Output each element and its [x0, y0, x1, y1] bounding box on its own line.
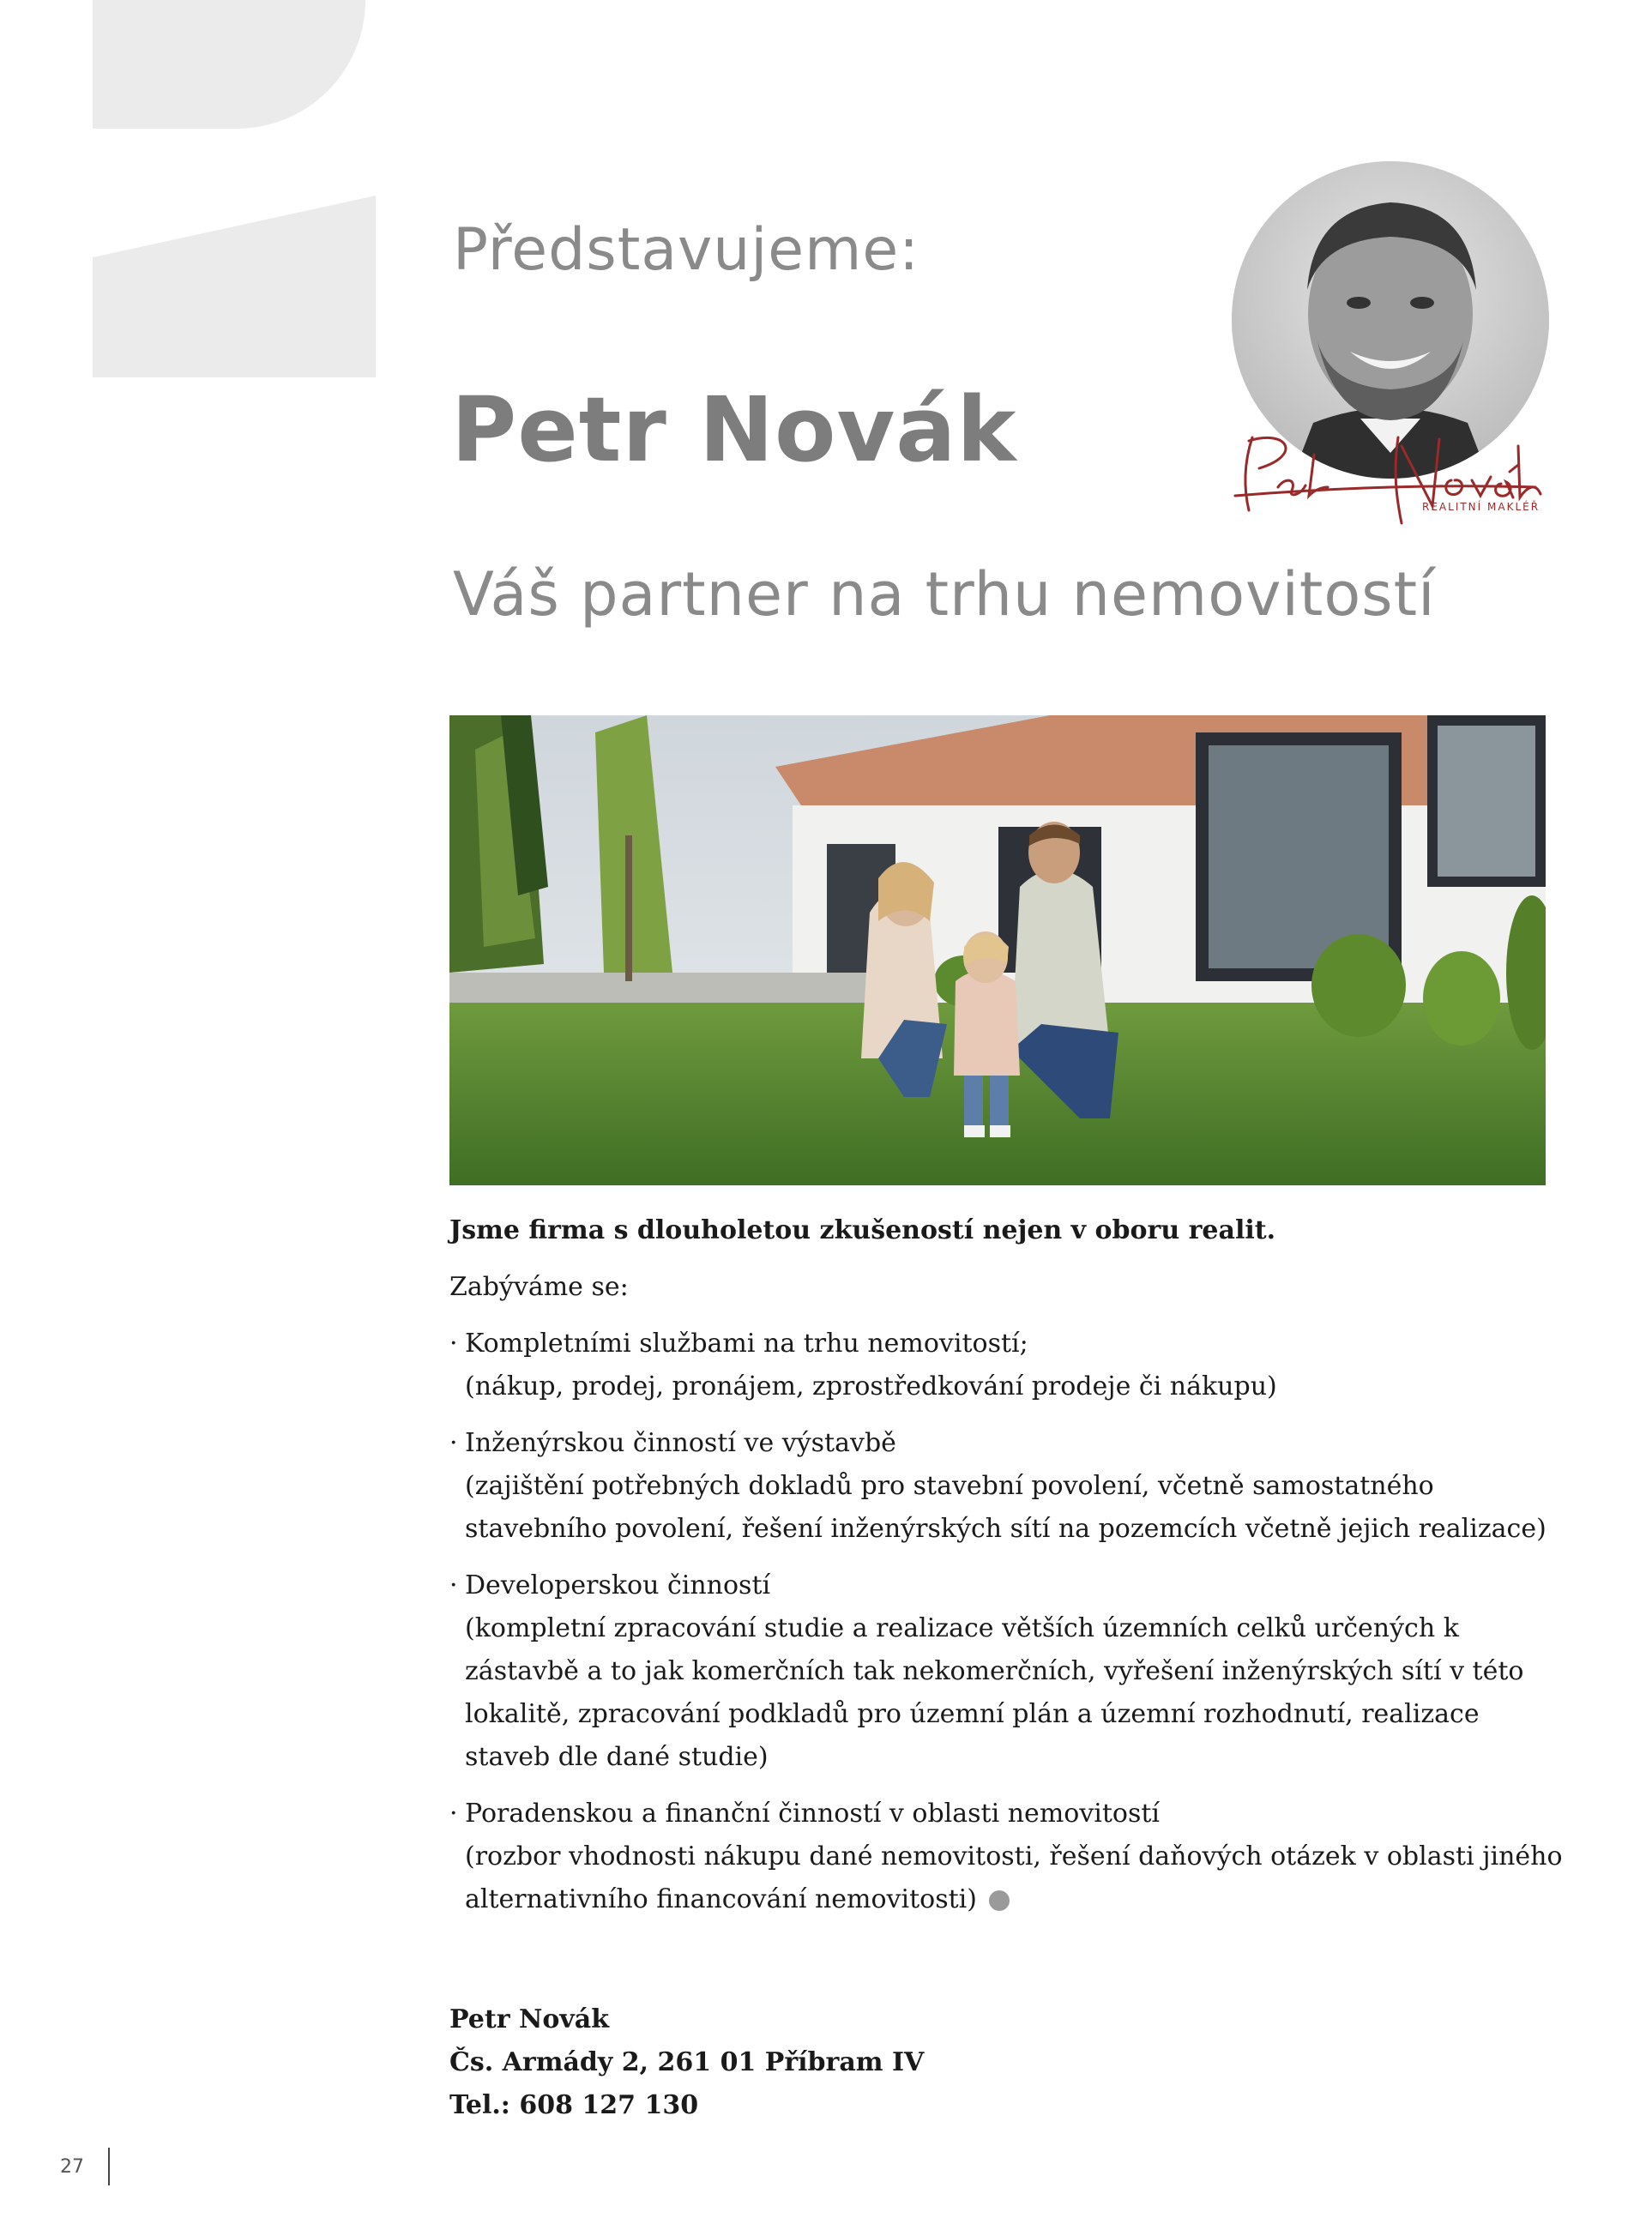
service-detail	[449, 1835, 1565, 1921]
service-detail-text: (rozbor vhodnosti nákupu dané nemovitosti, řešení daňových otázek v oblasti jiného alternativního financování nemovitosti)	[465, 1841, 1563, 1914]
contact-name: Petr Novák	[449, 2004, 610, 2034]
service-title: · Inženýrskou činností ve výstavbě	[449, 1422, 1565, 1465]
signature-caption: REALITNÍ MAKLÉŘ	[1422, 501, 1540, 513]
decorative-shape-top	[93, 0, 365, 129]
service-item	[449, 1793, 1565, 1921]
service-title: · Kompletními službami na trhu nemovitostí;	[449, 1323, 1565, 1365]
service-detail: (nákup, prodej, pronájem, zprostředkování prodeje či nákupu)	[465, 1371, 1277, 1401]
service-item	[449, 1323, 1565, 1408]
service-item	[449, 1422, 1565, 1551]
contact-block	[449, 1998, 924, 2127]
family-house-photo	[449, 715, 1546, 1185]
service-title: · Poradenskou a finanční činností v oblasti nemovitostí	[449, 1793, 1565, 1835]
end-mark-icon	[989, 1890, 1010, 1911]
service-detail: (zajištění potřebných dokladů pro stavební povolení, včetně samostatného stavebního povolení, řešení inženýrských sítí na pozemcích včetně jejich realizace)	[465, 1471, 1546, 1544]
tagline-heading: Váš partner na trhu nemovitostí	[453, 559, 1436, 630]
intro-heading: Představujeme:	[453, 216, 920, 284]
body-text	[449, 1209, 1565, 1935]
page-number-divider	[108, 2148, 110, 2185]
service-item	[449, 1564, 1565, 1779]
contact-phone: Tel.: 608 127 130	[449, 2090, 699, 2120]
decorative-shape-bottom	[93, 196, 376, 377]
signature-graphic	[1218, 412, 1544, 532]
service-detail: (kompletní zpracování studie a realizace větších územních celků určených k zástavbě a to jak komerčních tak nekomerčních, vyřešení inženýrských sítí v této lokalitě, zpracování podkladů pro územní plán a územní rozhodnutí, realizace staveb dle dané studie)	[465, 1613, 1524, 1772]
contact-address: Čs. Armády 2, 261 01 Příbram IV	[449, 2047, 925, 2077]
lead-paragraph: Jsme firma s dlouholetou zkušeností nejen v oboru realit.	[449, 1215, 1276, 1245]
agent-name-heading: Petr Novák	[451, 377, 1017, 482]
service-title: · Developerskou činností	[449, 1564, 1565, 1607]
services-intro: Zabýváme se:	[449, 1272, 629, 1302]
page-number: 27	[60, 2156, 84, 2178]
